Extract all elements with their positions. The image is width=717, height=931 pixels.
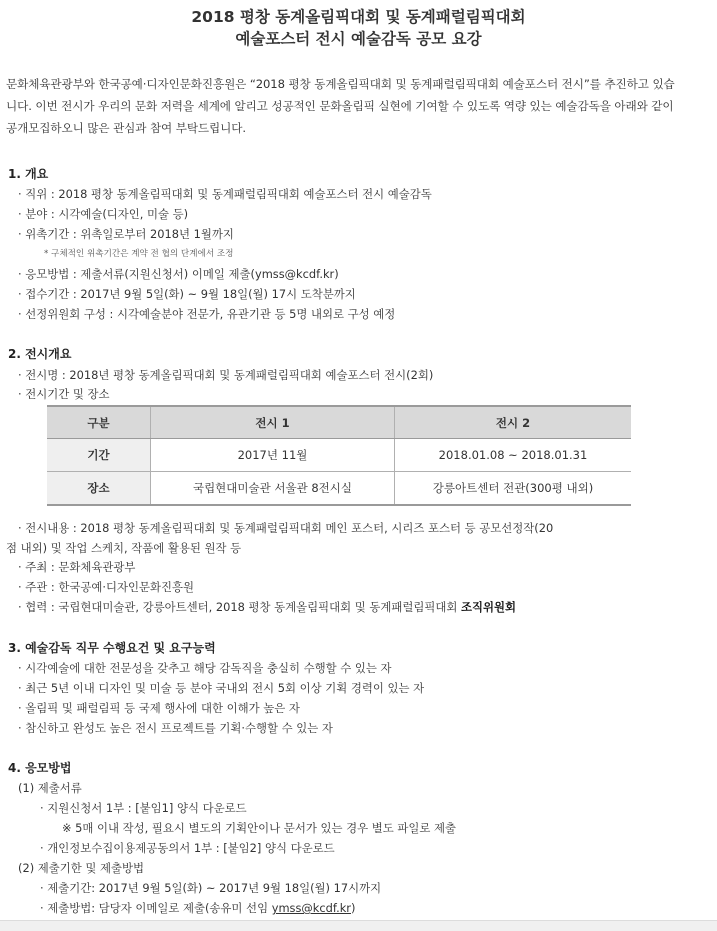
table-row (47, 439, 631, 472)
table-row-header: 기간 (47, 439, 151, 472)
sec4-method (40, 900, 355, 916)
sec2-period-venue: · 전시기간 및 장소 (18, 387, 110, 401)
sec2-host: · 주최 : 문화체육관광부 (18, 560, 136, 574)
sec2-partner-emphasis: 조직위원회 (461, 600, 517, 614)
sec4-sub-deadline: (2) 제출기한 및 제출방법 (18, 861, 145, 875)
title-line-1: 2018 평창 동계올림픽대회 및 동계패럴림픽대회 (191, 8, 526, 26)
sec1-position: · 직위 : 2018 평창 동계올림픽대회 및 동계패럴림픽대회 예술포스터 전시 예술감독 (18, 187, 432, 201)
intro-paragraph: 문화체육관광부와 한국공예·디자인문화진흥원은 “2018 평창 동계올림픽대회 및 동계패럴림픽대회 예술포스터 전시”를 추진하고 있습니다. 이번 전시가 우리의 문화 저력을 세계에 알리고 성공적인 문화올림픽 실현에 기여할 수 있도록 역량 있는 예술감독을 아래와 같이 공개모집하오니 많은 관심과 참여 부탁드립니다. (6, 77, 675, 135)
sec4-application-note: ※ 5매 이내 작성, 필요시 별도의 기획안이나 문서가 있는 경우 별도 파일로 제출 (62, 821, 456, 835)
table-header-cell: 전시 1 (151, 406, 395, 439)
document-title (0, 2, 717, 50)
sec2-exhibition-name: · 전시명 : 2018년 평창 동계올림픽대회 및 동계패럴림픽대회 예술포스터 전시(2회) (18, 368, 434, 382)
section-1-heading: 1. 개요 (8, 167, 49, 181)
table-header-cell: 전시 2 (395, 406, 632, 439)
sec4-method-text: · 제출방법: 담당자 이메일로 제출(송유미 선임 (40, 901, 272, 915)
exhibition-table (47, 405, 631, 506)
title-line-2: 예술포스터 전시 예술감독 공모 요강 (235, 30, 482, 48)
section-3-heading: 3. 예술감독 직무 수행요건 및 요구능력 (8, 641, 216, 655)
sec2-organizer: · 주관 : 한국공예·디자인문화진흥원 (18, 580, 194, 594)
bottom-scroll-bar (0, 920, 717, 931)
sec4-application-form: · 지원신청서 1부 : [붙임1] 양식 다운로드 (40, 801, 247, 815)
sec1-term: · 위촉기간 : 위촉일로부터 2018년 1월까지 (18, 227, 234, 241)
section-4-heading: 4. 응모방법 (8, 761, 72, 775)
table-cell: 2018.01.08 ~ 2018.01.31 (395, 439, 632, 472)
sec4-deadline: · 제출기간: 2017년 9월 5일(화) ~ 2017년 9월 18일(월) 17시까지 (40, 881, 382, 895)
table-header-row (47, 406, 631, 439)
sec2-partner (18, 599, 516, 615)
table-row (47, 472, 631, 506)
sec1-field: · 분야 : 시각예술(디자인, 미술 등) (18, 207, 189, 221)
sec1-committee: · 선정위원회 구성 : 시각예술분야 전문가, 유관기관 등 5명 내외로 구성 예정 (18, 307, 396, 321)
table-cell: 2017년 11월 (151, 439, 395, 472)
sec2-partner-text: · 협력 : 국립현대미술관, 강릉아트센터, 2018 평창 동계올림픽대회 및 동계패럴림픽대회 (18, 600, 462, 614)
email-link[interactable]: ymss@kcdf.kr (271, 901, 351, 915)
section-2-heading: 2. 전시개요 (8, 347, 72, 361)
sec3-requirement: · 시각예술에 대한 전문성을 갖추고 해당 감독직을 충실히 수행할 수 있는 자 (18, 661, 392, 675)
sec4-privacy-form: · 개인정보수집이용제공동의서 1부 : [붙임2] 양식 다운로드 (40, 841, 335, 855)
sec2-content-line-1: · 전시내용 : 2018 평창 동계올림픽대회 및 동계패럴림픽대회 메인 포스터, 시리즈 포스터 등 공모선정작(20 (18, 521, 554, 535)
sec3-requirement: · 올림픽 및 패럴림픽 등 국제 행사에 대한 이해가 높은 자 (18, 701, 300, 715)
sec1-apply-method: · 응모방법 : 제출서류(지원신청서) 이메일 제출(ymss@kcdf.kr) (18, 267, 339, 281)
sec3-requirement: · 최근 5년 이내 디자인 및 미술 등 분야 국내외 전시 5회 이상 기획 경력이 있는 자 (18, 681, 425, 695)
sec1-term-note: * 구체적인 위촉기간은 계약 전 협의 단계에서 조정 (44, 249, 234, 259)
sec2-content-line-2: 점 내외) 및 작업 스케치, 작품에 활용된 원작 등 (6, 541, 242, 555)
sec1-apply-period: · 접수기간 : 2017년 9월 5일(화) ~ 9월 18일(월) 17시 도착분까지 (18, 287, 356, 301)
sec3-requirement: · 참신하고 완성도 높은 전시 프로젝트를 기획·수행할 수 있는 자 (18, 721, 333, 735)
table-cell: 강릉아트센터 전관(300평 내외) (395, 472, 632, 506)
table-header-cell: 구분 (47, 406, 151, 439)
table-row-header: 장소 (47, 472, 151, 506)
sec4-method-close: ) (350, 901, 356, 915)
sec4-sub-documents: (1) 제출서류 (18, 781, 82, 795)
table-cell: 국립현대미술관 서울관 8전시실 (151, 472, 395, 506)
